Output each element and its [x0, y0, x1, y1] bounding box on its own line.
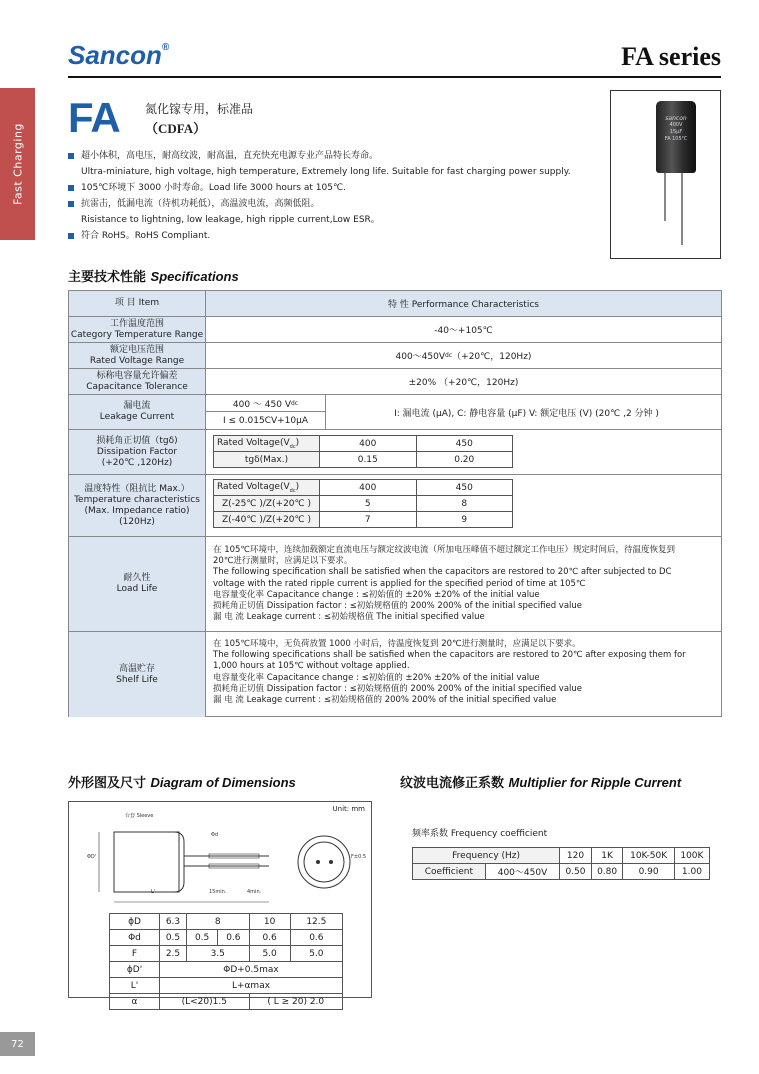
spec-row-shelflife: 高温贮存 Shelf Life 在 105℃环境中，无负荷放置 1000 小时后，待温度恢复到 20℃进行测量时，应满足以下要求。 The following specifications shall be satisfied when the capacitors are restored to 20℃ after exposing them for 1,000 hours at 105℃ without voltage applied. 电容量变化率 Capacitance change : ≤初始值的 ±20% ±20% of the initial value 损耗角正切值 Dissipation factor : ≤初始规格值的 200% 200% of the initial specified value 漏 电 流 Leakage current : ≤初始规格值的 200% 200% of the initial specified value: [69, 631, 721, 717]
feature-item: 105℃环境下 3000 小时寿命。Load life 3000 hours at 105℃.: [68, 180, 588, 196]
spec-row-temp: 工作温度范围 Category Temperature Range -40～+105℃: [69, 316, 721, 342]
lead-wire: [681, 173, 683, 245]
page-number: 72: [0, 1032, 35, 1056]
ripple-table: Frequency (Hz) 120 1K 10K-50K 100K Coefficient 400～450V 0.50 0.80 0.90 1.00: [412, 847, 710, 880]
feature-item: 抗雷击，低漏电流（待机功耗低），高温波电流，高频低阻。 Risistance to lightning, low leakage, high ripple current,Low ESR。: [68, 196, 588, 228]
phiD-label: ΦD': [87, 854, 97, 860]
feature-item: 符合 RoHS。RoHS Compliant.: [68, 228, 588, 244]
spec-header-row: 项 目 Item 特 性 Performance Characteristics: [69, 291, 721, 316]
header-rule: [68, 76, 721, 78]
product-code: FA: [68, 94, 120, 141]
feature-item: 超小体积，高电压，耐高纹波，耐高温，直充快充电源专业产品特长寿命。 Ultra-miniature, high voltage, high temperature, Extremely long life. Suitable for fast charging power supply.: [68, 148, 588, 180]
shelflife-text: 在 105℃环境中，无负荷放置 1000 小时后，待温度恢复到 20℃进行测量时，应满足以下要求。 The following specifications shall be satisfied when the capacitors are restored to 20℃ after exposing them for 1,000 hours at 105℃ without voltage applied. 电容量变化率 Capacitance change : ≤初始值的 ±20% ±20% of the initial value 损耗角正切值 Dissipation factor : ≤初始规格值的 200% 200% of the initial specified value 漏 电 流 Leakage current : ≤初始规格值的 200% 200% of the initial specified value: [213, 639, 686, 706]
sleeve-label: 台套 Sleeve: [125, 813, 154, 819]
series-title: FA series: [621, 42, 721, 71]
side-tab-label: Fast Charging: [11, 123, 24, 205]
product-sub: （CDFA）: [145, 121, 207, 136]
len15-label: 15min.: [209, 889, 227, 895]
spec-title: 主要技术性能 Specifications: [68, 269, 239, 285]
spec-row-tolerance: 标称电容量允许偏差 Capacitance Tolerance ±20% （+20℃，120Hz): [69, 368, 721, 394]
dimension-table: ϕD 6.3 8 10 12.5 Φd 0.5 0.5 0.6 0.6 0.6 F 2.5 3.5 5.0 5.0 ϕD' ΦD+0.5max L' L+αmax α (L<20)1.5 ( L ≥ 20) 2.0: [109, 913, 343, 1010]
lt-table: Rated $Voltage(V_{dc})$ 400 450 Z(-25℃ )/Z(+20℃ ) 5 8 Z(-40℃ )/Z(+20℃ ) 7 9: [213, 479, 513, 528]
frequency-coef-label: 频率系数 Frequency coefficient: [412, 829, 548, 839]
product-cn: 氮化镓专用，标准品: [145, 102, 254, 116]
L-label: L': [151, 889, 156, 895]
spec-row-leakage: 漏电流 Leakage Current 400 ～ 450 V dc I ≤ 0.015CV+10μA I: 漏电流 (μA), C: 静电容量 (μF) V: 额定电压 (V) (20℃ ,2 分钟 ): [69, 394, 721, 429]
product-photo: [610, 90, 721, 259]
len4-label: 4min.: [247, 889, 262, 895]
dimension-diagram: [68, 801, 372, 1007]
brand-logo: Sancon®: [68, 40, 170, 70]
loadlife-text: 在 105℃环境中，连续加载额定直流电压与额定纹波电流（所加电压峰值不超过额定工作电压）规定时间后，待温度恢复到 20℃进行测量时，应满足以下要求。 The following specification shall be satisfied when the capacitors are restored to 20℃ after subjected to DC voltage with the rated ripple current is applied for the specified period of time at 105℃ 电容量变化率 Capacitance change : ≤初始值的 ±20% ±20% of the initial value 损耗角正切值 Dissipation factor : ≤初始规格值的 200% 200% of the initial specified value 漏 电 流 Leakage current : ≤初始规格值 The initial specified value: [213, 545, 675, 623]
unit-label: Unit: mm: [332, 805, 365, 813]
phid-label: Φd: [211, 832, 219, 838]
ripple-title: 纹波电流修正系数 Multiplier for Ripple Current: [400, 775, 682, 791]
side-tab: [0, 88, 35, 240]
spec-row-df: 损耗角正切值（tgδ) Dissipation Factor (+20℃ ,120Hz) Rated $Voltage(V_{dc})$ 400 450 tgδ(Max.) 0.15 0.20: [69, 429, 721, 474]
dim-title: 外形图及尺寸 Diagram of Dimensions: [68, 775, 296, 791]
capacitor-image: sancon 400V 15μF FA 105℃: [656, 101, 696, 173]
F-label: F±0.5: [351, 854, 367, 860]
capacitor-drawing: [69, 810, 371, 910]
spec-row-voltage: 额定电压范围 Rated Voltage Range 400～450V dc （+20℃，120Hz): [69, 342, 721, 368]
spec-row-loadlife: 耐久性 Load Life 在 105℃环境中，连续加载额定直流电压与额定纹波电流（所加电压峰值不超过额定工作电压）规定时间后，待温度恢复到 20℃进行测量时，应满足以下要求。 The following specification shall be satisfied when the capacitors are restored to 20℃ after subjected to DC voltage with the rated ripple current is applied for the specified period of time at 105℃ 电容量变化率 Capacitance change : ≤初始值的 ±20% ±20% of the initial value 损耗角正切值 Dissipation factor : ≤初始规格值的 200% 200% of the initial specified value 漏 电 流 Leakage current : ≤初始规格值 The initial specified value: [69, 536, 721, 631]
spec-row-lowtemp: 温度特性（阻抗比 Max.） Temperature characteristics (Max. Impedance ratio) (120Hz) Rated $Voltage(V_{dc})$ 400 450 Z(-25℃ )/Z(+20℃ ) 5 8 Z(-40℃ )/Z(+20℃ ) 7 9: [69, 474, 721, 536]
feature-list: [68, 148, 588, 244]
spec-table: [68, 290, 722, 717]
lead-wire: [664, 173, 666, 221]
df-table: Rated $Voltage(V_{dc})$ 400 450 tgδ(Max.) 0.15 0.20: [213, 435, 513, 468]
